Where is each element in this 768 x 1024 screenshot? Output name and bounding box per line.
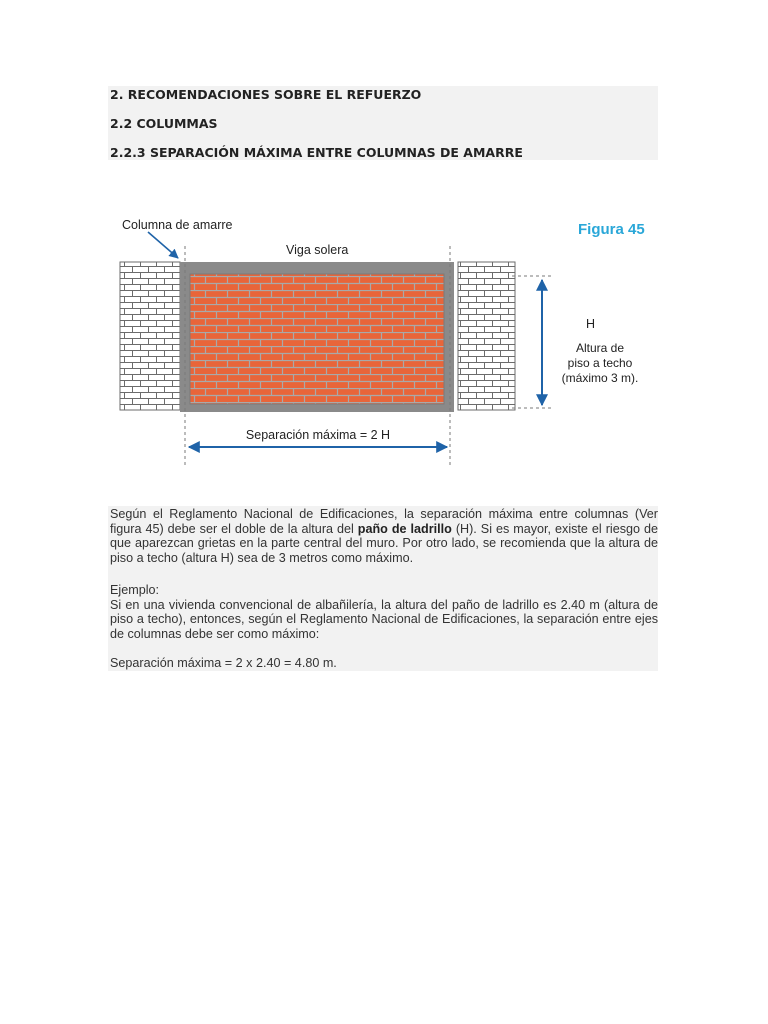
height-symbol: H bbox=[586, 317, 596, 331]
height-desc-line-1: Altura de bbox=[575, 341, 625, 355]
column-label: Columna de amarre bbox=[122, 218, 233, 232]
figure-label: Figura 45 bbox=[578, 221, 645, 238]
example-title: Ejemplo: bbox=[110, 583, 159, 597]
bold-term: paño de ladrillo bbox=[357, 521, 452, 536]
wall-diagram bbox=[112, 206, 656, 472]
left-brick-wall bbox=[120, 262, 180, 410]
right-brick-wall bbox=[458, 262, 515, 410]
height-desc-line-3: (máximo 3 m). bbox=[561, 371, 639, 385]
example-text: Si en una vivienda convencional de albañilería, la altura del paño de ladrillo es 2.40 m (altura de piso a techo), entonces, según el Reglamento Nacional de Edificaciones, la separación entre ejes de columnas debe ser como máximo: bbox=[110, 597, 658, 641]
paragraph-text: (H). Si es mayor, existe el riesgo de que aparezcan grietas en la parte central del muro. Por otro lado, se recomienda que la altura de piso a techo (altura H) sea de 3 metros como máximo. bbox=[110, 521, 658, 565]
paragraph-example bbox=[110, 583, 658, 641]
paragraph-regulation bbox=[110, 507, 658, 565]
beam-label: Viga solera bbox=[286, 243, 349, 257]
separation-label: Separación máxima = 2 H bbox=[245, 428, 391, 442]
figure-45 bbox=[112, 206, 656, 472]
subsubsection-heading: 2.2.3 SEPARACIÓN MÁXIMA ENTRE COLUMNAS DE AMARRE bbox=[110, 145, 523, 160]
section-heading: 2. RECOMENDACIONES SOBRE EL REFUERZO bbox=[110, 87, 422, 102]
paragraph-result: Separación máxima = 2 x 2.40 = 4.80 m. bbox=[110, 656, 337, 670]
brick-panel bbox=[190, 274, 444, 404]
subsection-heading: 2.2 COLUMMAS bbox=[110, 116, 218, 131]
height-desc-line-2: piso a techo bbox=[567, 356, 633, 370]
paragraph-text: Según el Reglamento Nacional de Edificaciones, la separación máxima entre columnas (Ver figura 45) debe ser el doble de la altura del bbox=[110, 507, 658, 536]
column-pointer-arrow bbox=[148, 232, 178, 258]
